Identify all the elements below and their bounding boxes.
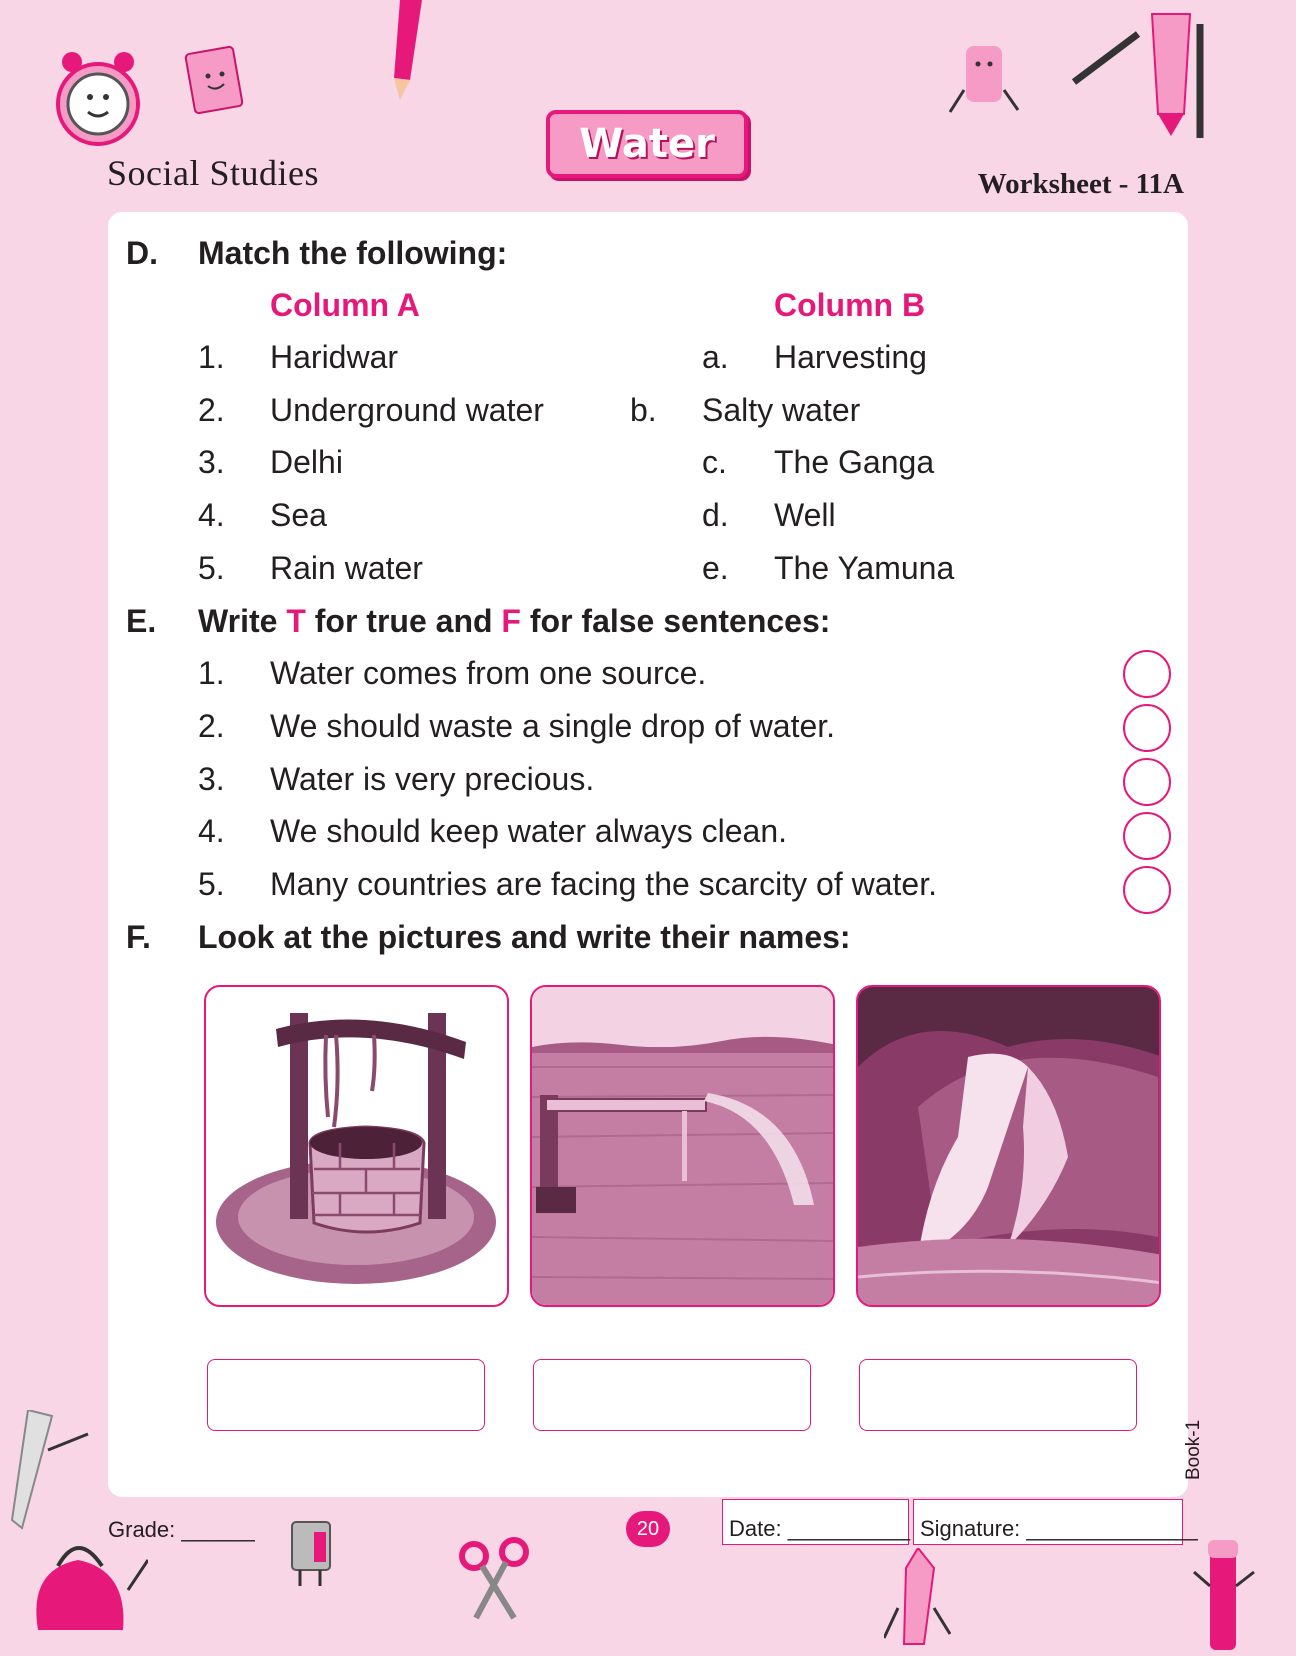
match-a-text: Underground water (270, 392, 544, 428)
scissors-icon (454, 1536, 534, 1622)
book-label: Book-1 (1183, 1419, 1204, 1480)
section-e-heading (198, 605, 830, 637)
worksheet-card (108, 212, 1188, 1497)
ruler-character-icon (8, 1410, 98, 1530)
answer-box-waterfall[interactable] (859, 1359, 1137, 1431)
match-a-num: 4. (198, 497, 225, 533)
picture-tube-well (530, 985, 835, 1307)
section-f-letter: F. (126, 919, 151, 955)
tf-num: 2. (198, 708, 225, 744)
tf-statement: We should keep water always clean. (270, 813, 788, 849)
match-b-letter: e. (702, 550, 729, 586)
match-a-num: 2. (198, 392, 225, 428)
tf-answer-circle[interactable] (1123, 758, 1171, 806)
tf-answer-circle[interactable] (1123, 866, 1171, 914)
match-b-letter: a. (702, 339, 729, 375)
tf-num: 3. (198, 761, 225, 797)
worksheet-number: Worksheet - 11A (977, 168, 1184, 200)
match-b-text: Salty water (702, 392, 861, 428)
match-a-text: Haridwar (270, 339, 399, 375)
pen-character-icon (1190, 1536, 1260, 1656)
tf-statement: Water comes from one source. (270, 655, 707, 691)
waterfall-illustration (858, 987, 1161, 1307)
match-b-text: The Yamuna (774, 550, 955, 586)
heading-part: for false sentences: (520, 603, 831, 639)
match-b-letter: b. (630, 392, 657, 428)
tf-statement: We should waste a single drop of water. (270, 708, 836, 744)
eraser-icon (944, 42, 1024, 122)
section-d-letter: D. (126, 235, 158, 271)
pencil-icon (380, 0, 430, 110)
date-field[interactable]: Date: __________ (722, 1499, 909, 1545)
picture-well (204, 985, 509, 1307)
match-b-text: Well (774, 497, 836, 533)
match-a-num: 3. (198, 444, 225, 480)
crayon-character-icon (884, 1548, 954, 1648)
heading-part: for true and (305, 603, 502, 639)
match-b-letter: c. (702, 444, 727, 480)
match-a-num: 5. (198, 550, 225, 586)
tf-answer-circle[interactable] (1123, 812, 1171, 860)
section-e-letter: E. (126, 603, 157, 639)
column-b-title: Column B (774, 287, 926, 323)
tf-num: 5. (198, 866, 225, 902)
worksheet-title-badge (546, 110, 748, 178)
true-letter: T (286, 603, 306, 639)
sharpener-icon (284, 1518, 344, 1588)
match-a-num: 1. (198, 339, 225, 375)
match-b-text: The Ganga (774, 444, 935, 480)
answer-box-tube-well[interactable] (533, 1359, 811, 1431)
false-letter: F (501, 603, 521, 639)
match-a-text: Sea (270, 497, 327, 533)
pencil-character-icon (1070, 4, 1210, 144)
tf-num: 4. (198, 813, 225, 849)
picture-waterfall (856, 985, 1161, 1307)
page-number: 20 (626, 1511, 670, 1547)
match-a-text: Delhi (270, 444, 343, 480)
tf-answer-circle[interactable] (1123, 704, 1171, 752)
answer-box-well[interactable] (207, 1359, 485, 1431)
section-f-heading: Look at the pictures and write their names: (198, 919, 851, 955)
bag-icon (18, 1520, 148, 1640)
tf-answer-circle[interactable] (1123, 650, 1171, 698)
signature-field[interactable]: Signature: ______________ (913, 1499, 1183, 1545)
well-illustration (206, 987, 509, 1307)
match-b-letter: d. (702, 497, 729, 533)
tf-statement: Many countries are facing the scarcity of water. (270, 866, 937, 902)
heading-part: Write (198, 603, 287, 639)
grade-field[interactable]: Grade: ______ (108, 1517, 255, 1542)
match-b-text: Harvesting (774, 339, 927, 375)
alarm-clock-icon (52, 42, 147, 157)
tf-statement: Water is very precious. (270, 761, 595, 797)
worksheet-title: Water (579, 121, 715, 167)
notebook-icon (176, 42, 256, 122)
tf-num: 1. (198, 655, 225, 691)
column-a-title: Column A (270, 287, 420, 323)
subject-label: Social Studies (107, 153, 319, 193)
match-a-text: Rain water (270, 550, 423, 586)
section-d-heading: Match the following: (198, 235, 508, 271)
tube-well-illustration (532, 987, 835, 1307)
